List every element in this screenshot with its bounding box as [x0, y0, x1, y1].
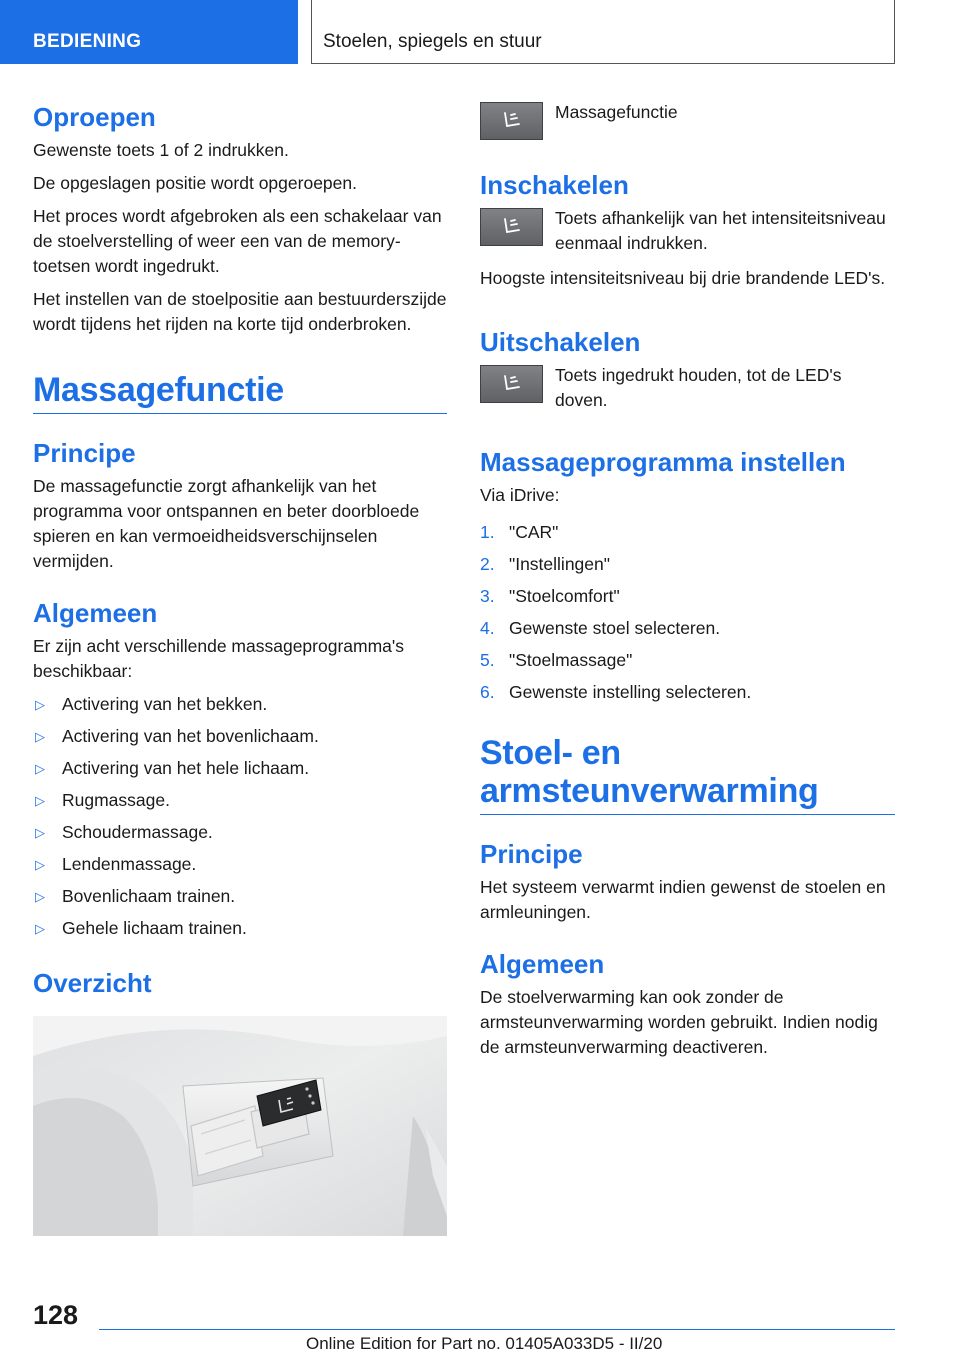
page-number: 128	[33, 1300, 79, 1330]
list-item: 5. "Stoelmassage"	[480, 650, 633, 670]
massage-button-icon	[480, 102, 543, 140]
instruction-text: Toets afhankelijk van het intensiteitsniveau eenmaal indrukken.	[555, 208, 886, 253]
heading-oproepen: Oproepen	[33, 102, 156, 132]
footer-rule	[99, 1329, 895, 1330]
heading-uitschakelen: Uitschakelen	[480, 327, 641, 357]
section-tab: BEDIENING	[0, 0, 298, 64]
list-item: 2. "Instellingen"	[480, 554, 610, 574]
heading-principe: Principe	[480, 839, 583, 869]
list-item: ▷ Lendenmassage.	[33, 852, 447, 877]
chapter-title: Stoelen, spiegels en stuur	[323, 31, 542, 52]
triangle-bullet-icon: ▷	[35, 857, 45, 872]
icon-caption: Massagefunctie	[555, 102, 678, 122]
heading-inschakelen: Inschakelen	[480, 170, 629, 200]
list-item: ▷ Activering van het hele lichaam.	[33, 756, 447, 781]
paragraph: Het instellen van de stoelpositie aan bestuurderszijde wordt tijdens het rijden na korte tijd onderbroken.	[33, 289, 447, 334]
footer-edition: Online Edition for Part no. 01405A033D5 - II/20	[306, 1334, 663, 1353]
list-item: ▷ Activering van het bekken.	[33, 692, 447, 717]
paragraph: Hoogste intensiteitsniveau bij drie brandende LED's.	[480, 268, 886, 288]
heading-algemeen: Algemeen	[480, 949, 605, 979]
triangle-bullet-icon: ▷	[35, 889, 45, 904]
step-list	[480, 520, 895, 705]
paragraph: Gewenste toets 1 of 2 indrukken.	[33, 140, 289, 160]
right-column	[480, 100, 895, 1068]
heading-line: Stoel- en	[480, 734, 621, 772]
instruction-text: Toets ingedrukt houden, tot de LED's doven.	[555, 365, 842, 410]
heading-massageprogramma: Massageprogramma instellen	[480, 447, 846, 477]
massage-button-icon	[480, 365, 543, 403]
heading-massagefunctie: Massagefunctie	[33, 371, 447, 414]
left-column	[33, 100, 447, 1236]
heading-principe: Principe	[33, 438, 136, 468]
button-instruction-row	[480, 206, 895, 256]
heading-heating	[480, 734, 895, 815]
overview-photo	[33, 1016, 447, 1236]
triangle-bullet-icon: ▷	[35, 697, 45, 712]
triangle-bullet-icon: ▷	[35, 825, 45, 840]
list-item: ▷ Schoudermassage.	[33, 820, 447, 845]
list-item: 3. "Stoelcomfort"	[480, 586, 620, 606]
list-item: ▷ Rugmassage.	[33, 788, 447, 813]
program-list	[33, 692, 447, 941]
paragraph: De stoelverwarming kan ook zonder de armsteunverwarming worden gebruikt. Indien nodig de armsteunverwarming deactiveren.	[480, 987, 878, 1057]
paragraph: Het proces wordt afgebroken als een schakelaar van de stoelverstelling of weer een van de memory-toetsen wordt ingedrukt.	[33, 206, 442, 276]
paragraph: Via iDrive:	[480, 485, 560, 505]
list-item: ▷ Activering van het bovenlichaam.	[33, 724, 447, 749]
list-item: ▷ Bovenlichaam trainen.	[33, 884, 447, 909]
triangle-bullet-icon: ▷	[35, 921, 45, 936]
paragraph: De massagefunctie zorgt afhankelijk van het programma voor ontspannen en beter doorbloede spieren en kan vermoeidheidsverschijnselen vermijden.	[33, 476, 420, 571]
heading-overzicht: Overzicht	[33, 968, 152, 998]
paragraph: Het systeem verwarmt indien gewenst de stoelen en armleuningen.	[480, 877, 886, 922]
heading-algemeen: Algemeen	[33, 598, 158, 628]
button-instruction-row	[480, 363, 895, 413]
list-item: 6. Gewenste instelling selecteren.	[480, 682, 752, 702]
triangle-bullet-icon: ▷	[35, 793, 45, 808]
list-item: 4. Gewenste stoel selecteren.	[480, 618, 721, 638]
icon-legend-row	[480, 100, 895, 140]
massage-button-icon	[480, 208, 543, 246]
triangle-bullet-icon: ▷	[35, 729, 45, 744]
list-item: ▷ Gehele lichaam trainen.	[33, 916, 447, 941]
paragraph: Er zijn acht verschillende massageprogramma's beschikbaar:	[33, 636, 404, 681]
triangle-bullet-icon: ▷	[35, 761, 45, 776]
list-item: 1. "CAR"	[480, 522, 559, 542]
paragraph: De opgeslagen positie wordt opgeroepen.	[33, 173, 357, 193]
seat-controls-photo	[33, 1016, 447, 1236]
heading-line: armsteunverwarming	[480, 772, 819, 810]
